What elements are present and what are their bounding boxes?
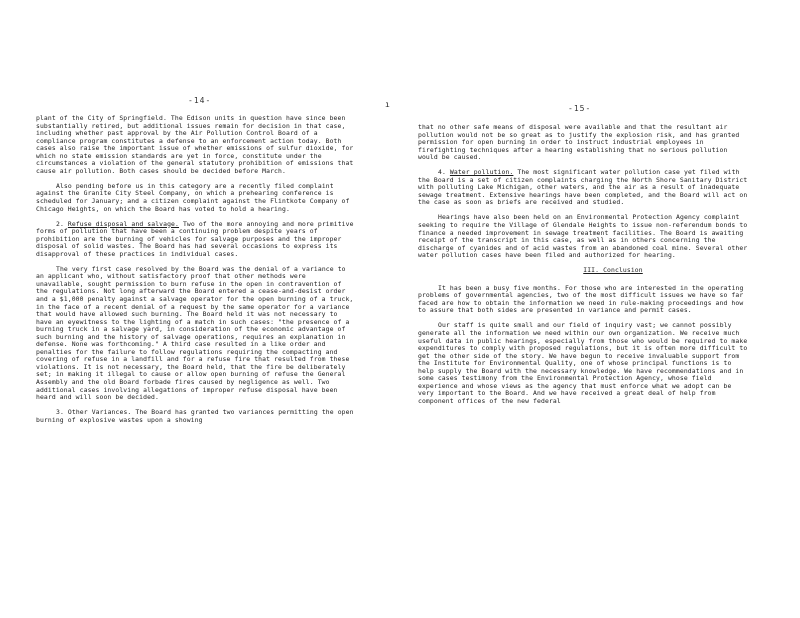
paragraph [36, 183, 354, 213]
paragraph [36, 266, 354, 402]
binding-mark: ı [385, 100, 390, 109]
paragraph-text: The very first case resolved by the Board was the denial of a variance to an applicant who, without satisfactory proof that other methods were unavailable, sought permission to burn refuse in the open in contravention of the regulations. Not long afterward the Board entered a cease-and-desist order and a $1,000 penalty against a salvage operator for the open burning of a truck, in the face of a recent denial of a request by the same operator for a variance that would have allowed such burning. The Board held it was not necessary to have an eyewitness to the lighting of a match in such cases: "the presence of a burning truck in a salvage yard, in consideration of the economic advantage of such burning and the history of salvage operations, requires an explanation in defense. None was forthcoming." A third case resulted in a like order and penalties for the failure to follow regulations requiring the compacting and covering of refuse in a landfill and for a refuse fire that resulted from these violations. It is not necessary, the Board held, that the fire be deliberately set; in making it illegal to cause or allow open burning of refuse the General Assembly and the old Board forbade fires caused by negligence as well. Two additional cases involving allegations of improper refuse disposal have been heard and will soon be decided. [36, 264, 354, 402]
paragraph [418, 124, 748, 162]
paragraph [36, 221, 354, 259]
section-title [418, 267, 748, 275]
section-heading: Water pollution. [449, 168, 514, 177]
paragraph-text: that no other safe means of disposal were available and that the resultant air pollution would not be so great as to justify the explosion risk, and has granted permission for open burning in order to instruct industrial employees in firefighting techniques after a hearing establishing that no serious pollution would be caused. [418, 123, 740, 162]
page-number: -15- [568, 104, 592, 113]
section-number: 4. [438, 168, 446, 177]
paragraph-text: The Board has granted two variances permitting the open burning of explosive wastes upon a showing [36, 408, 354, 424]
paragraph-text: Two of the more annoying and more primitive forms of pollution that have been a continuing problem despite years of prohibition are the burning of vehicles for salvage purposes and the improper disposal of solid wastes. The Board has had several occasions to express its disapproval of these practices in individual cases. [36, 219, 354, 258]
section-title-text: III. Conclusion [583, 266, 643, 275]
paragraph-text: Hearings have also been held on an Environmental Protection Agency complaint seeking to require the Village of Glendale Heights to issue non-referendum bonds to finance a needed improvement in sewage treatment facilities. The Board is awaiting receipt of the transcript in this case, as well as in others concerning the discharge of cyanides and of acid wastes from an abandoned coal mine. Several other water pollution cases have been filed and authorized for hearing. [418, 213, 748, 260]
paragraph [418, 285, 748, 315]
section-number: 2. [56, 219, 64, 228]
paragraph-text: Also pending before us in this category are a recently filed complaint against the Granite City Steel Company, on which a prehearing conference is scheduled for January; and a citizen complaint against the Flintkote Company of Chicago Heights, on which the Board has voted to hold a hearing. [36, 181, 350, 213]
right-page [400, 0, 800, 618]
page-body [36, 115, 354, 432]
paragraph-text: Our staff is quite small and our field of inquiry vast; we cannot possibly generate all the information we need within our own organization. We receive much useful data in public hearings, especially from those who would be required to make expenditures to comply with proposed regulations, but it is often more difficult to get the other side of the story. We have begun to receive invaluable support from the Institute for Environmental Quality, one of whose principal functions is to help supply the Board with the necessary knowledge. We have recommendations and in some cases testimony from the Environmental Protection Agency, whose field experience and whose views as the agency that must enforce what we adopt can be very important to the Board. And we have received a great deal of help from component offices of the new federal [418, 321, 748, 405]
paragraph [418, 214, 748, 259]
section-heading: Refuse disposal and salvage. [67, 219, 179, 228]
page-number: -14- [188, 96, 212, 105]
paragraph [418, 169, 748, 207]
section-number: 3. [56, 408, 64, 417]
paragraph [36, 115, 354, 175]
paragraph-text: It has been a busy five months. For those who are interested in the operating problems of governmental agencies, two of the most difficult issues we have so far faced are how to obtain the information we need in rule-making proceedings and how to assure that both sides are presented in variance and permit cases. [418, 283, 744, 315]
paragraph [418, 322, 748, 405]
page-body [418, 124, 748, 413]
paragraph-text: plant of the City of Springfield. The Edison units in question have since been substantially retired, but additional issues remain for decision in that case, including whether past approval by the Air Pollution Control Board of a compliance program constitutes a defense to an enforcement action today. Both cases also raise the important issue of whether emissions of sulfur dioxide, for which no state emission standards are yet in force, constitute under the circumstances a violation of the general statutory prohibition of emissions that cause air pollution. Both cases should be decided before March. [36, 114, 354, 175]
section-heading: Other Variances. [67, 408, 132, 417]
paragraph [36, 409, 354, 424]
paragraph-text: The most significant water pollution case yet filed with the Board is a set of citizen complaints charging the North Shore Sanitary District with polluting Lake Michigan, other waters, and the air as a result of inadequate sewage treatment. Extensive hearings have been completed, and the Board will act on the case as soon as briefs are received and studied. [418, 168, 748, 207]
